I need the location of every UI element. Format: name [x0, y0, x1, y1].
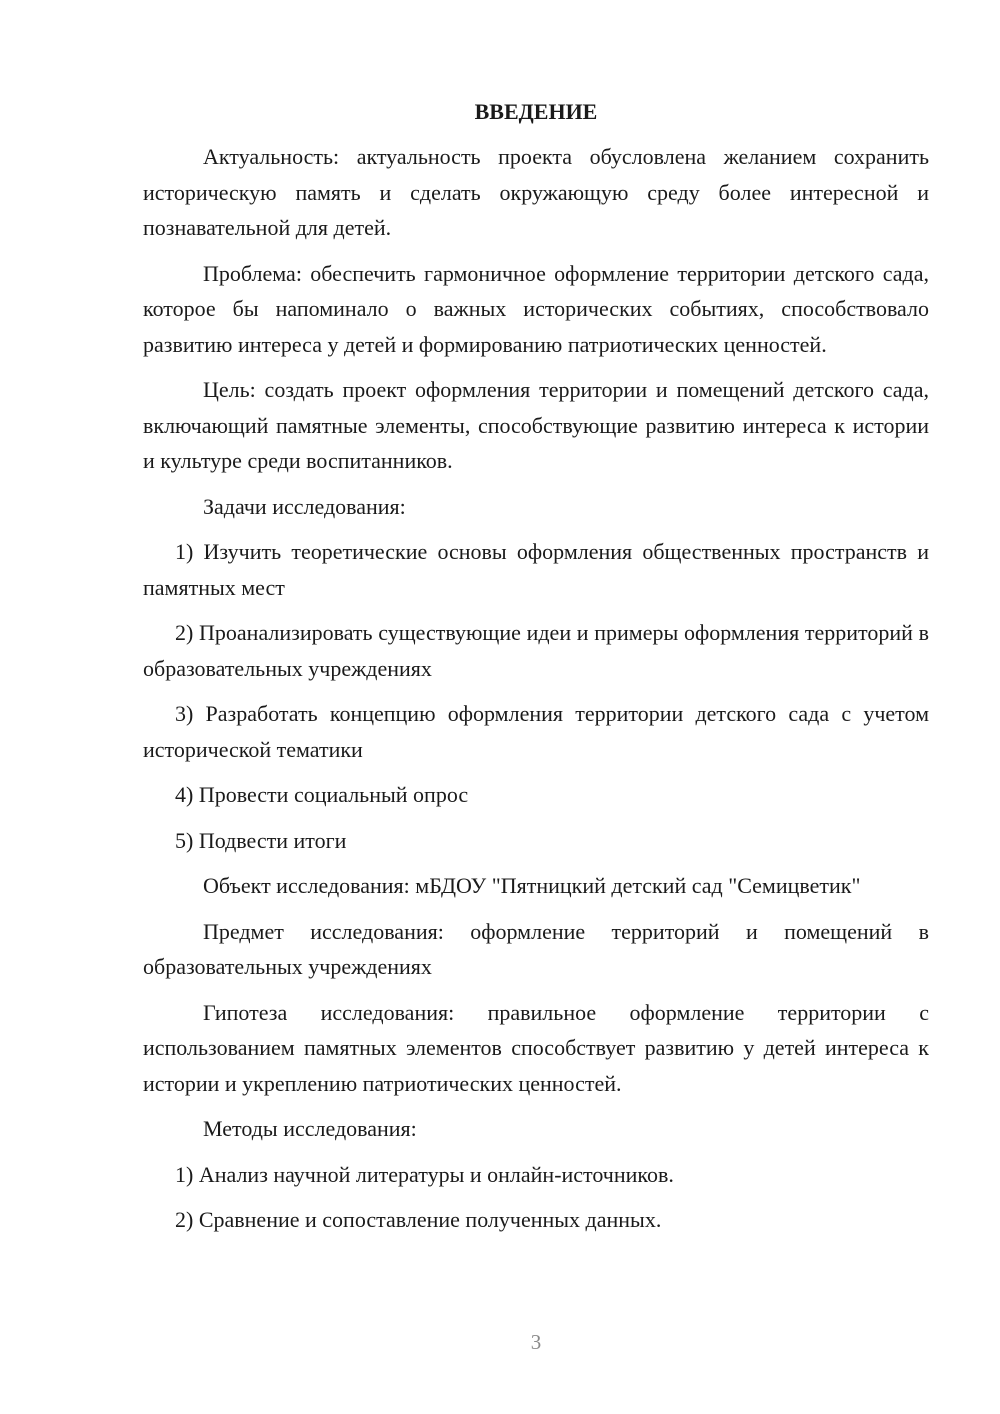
- task-item-2: 2) Проанализировать существующие идеи и примеры оформления территорий в образовательных учреждениях: [143, 620, 929, 681]
- page-number: 3: [530, 1330, 542, 1354]
- task-item-5: 5) Подвести итоги: [175, 827, 347, 853]
- task-item-3: 3) Разработать концепцию оформления территории детского сада с учетом исторической тематики: [143, 701, 929, 762]
- section-title: ВВЕДЕНИЕ: [474, 99, 598, 124]
- methods-heading: Методы исследования:: [203, 1116, 417, 1141]
- goal-paragraph: Цель: создать проект оформления территории и помещений детского сада, включающий памятные элементы, способствующие развитию интереса к истории и культуре среди воспитанников.: [143, 377, 929, 473]
- task-item-1: 1) Изучить теоретические основы оформления общественных пространств и памятных мест: [143, 539, 929, 600]
- subject-paragraph: Предмет исследования: оформление территорий и помещений в образовательных учреждениях: [143, 918, 929, 979]
- method-item-1: 1) Анализ научной литературы и онлайн-источников.: [175, 1161, 674, 1187]
- task-item-4: 4) Провести социальный опрос: [175, 782, 469, 807]
- hypothesis-paragraph: Гипотеза исследования: правильное оформление территории с использованием памятных элементов способствует развитию у детей интереса к истории и укреплению патриотических ценностей.: [143, 999, 929, 1096]
- method-item-2: 2) Сравнение и сопоставление полученных данных.: [175, 1207, 662, 1232]
- document-page: [143, 94, 929, 1238]
- tasks-heading: Задачи исследования:: [203, 493, 406, 519]
- object-paragraph: Объект исследования: мБДОУ "Пятницкий детский сад "Семицветик": [203, 873, 861, 898]
- relevance-paragraph: Актуальность: актуальность проекта обусловлена желанием сохранить историческую память и сделать окружающую среду более интересной и познавательной для детей.: [143, 144, 929, 240]
- problem-paragraph: Проблема: обеспечить гармоничное оформление территории детского сада, которое бы напоминало о важных исторических событиях, способствовало развитию интереса у детей и формированию патриотических ценностей.: [143, 260, 929, 357]
